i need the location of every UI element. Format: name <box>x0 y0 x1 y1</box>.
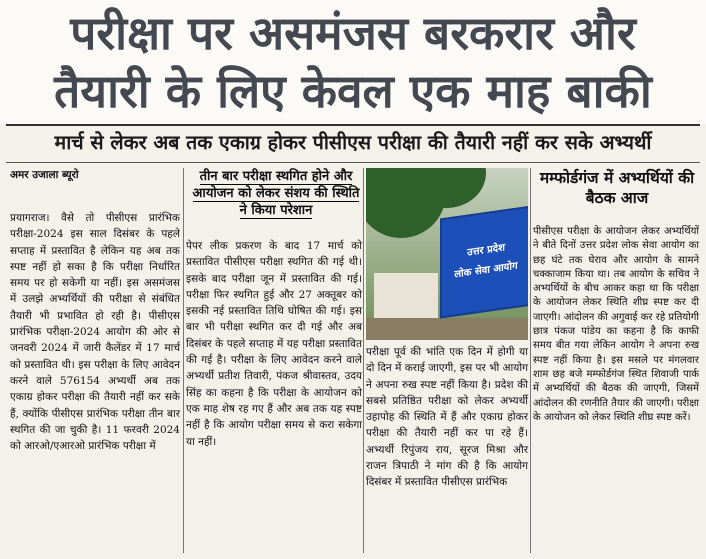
ground-shape <box>366 318 528 340</box>
article-text: पेपर लीक प्रकरण के बाद 17 मार्च को प्रस्तावित पीसीएस परीक्षा स्थगित की गई थी। इसके बाद परीक्षा जून में प्रस्तावित की गई। परीक्षा फिर स्थगित हुई और 27 अक्तूबर को इसकी नई प्रस्तावित तिथि घोषित की गई। इस बार भी परीक्षा स्थगित कर दी गई और अब दिसंबर के पहले सप्ताह में यह परीक्षा प्रस्तावित की गई है। परीक्षा के लिए आवेदन करने वाले अभ्यर्थी प्रतीश तिवारी, पंकज श्रीवास्तव, उदय सिंह का कहना है कि परीक्षा के आयोजन को एक माह शेष रह गए हैं और अब तक यह स्पष्ट नहीं है कि आयोग परीक्षा समय से करा सकेगा या नहीं। <box>186 240 362 448</box>
article-text: पीसीएस परीक्षा के आयोजन लेकर अभ्यर्थियों ने बीते दिनों उत्तर प्रदेश लोक सेवा आयोग का छह घंटे तक घेराव और आयोग के सामने चक्काजाम किया था। तब आयोग के सचिव ने अभ्यर्थियों के बीच आकर कहा था कि परीक्षा के आयोजन लेकर स्थिति शीघ्र स्पष्ट कर दी जाएगी। आंदोलन की अगुवाई कर रहे प्रतियोगी छात्र पंकज पांडेय का कहना है कि काफी समय बीत गया लेकिन आयोग ने अपना रुख स्पष्ट नहीं किया है। इस मसले पर मंगलवार शाम छह बजे मम्फोर्डगंज स्थित शिवाजी पार्क में अभ्यर्थियों की बैठक की जाएगी, जिसमें आंदोलन की रणनीति तैयार की जाएगी। परीक्षा के आयोजन को लेकर स्थिति शीघ्र स्पष्ट करें। <box>533 226 699 423</box>
sidebar-headline <box>188 168 364 219</box>
commission-sign <box>440 206 528 319</box>
headline-line-1: परीक्षा पर असमंजस बरकरार और <box>70 6 636 60</box>
article-text: परीक्षा पूर्व की भांति एक दिन में होगी या दो दिन में कराई जाएगी, इस पर भी आयोग ने अपना रुख स्पष्ट नहीं किया है। प्रदेश की सबसे प्रतिष्ठित परीक्षा को लेकर अभ्यर्थी उहापोह की स्थिति में हैं और एकाग्र होकर परीक्षा की तैयारी नहीं कर पा रहे हैं। अभ्यर्थी रिपुंजय राय, सूरज मिश्रा और राजन त्रिपाठी ने मांग की है कि आयोग दिसंबर में प्रस्तावित पीसीएस प्रारंभिक <box>366 346 528 489</box>
headline-block <box>0 0 706 124</box>
box-article <box>533 225 699 425</box>
article-column-3 <box>366 344 528 491</box>
headline-line-2: तैयारी के लिए केवल एक माह बाकी <box>54 64 652 118</box>
divider <box>6 124 700 126</box>
article-text: प्रयागराज। वैसे तो पीसीएस प्रारंभिक परीक्षा-2024 इस साल दिसंबर के पहले सप्ताह में प्रस्तावित है लेकिन यह अब तक स्पष्ट नहीं हो सका है कि परीक्षा निर्धारित समय पर हो सकेगी या नहीं। इस असमंजस में उलझे अभ्यर्थियों की परीक्षा से संबंधित तैयारी भी प्रभावित हो रही है। पीसीएस प्रारंभिक परीक्षा-2024 आयोग की ओर से जनवरी 2024 में जारी कैलेंडर में 17 मार्च को प्रस्तावित थी। इस परीक्षा के लिए आवेदन करने वाले 576154 अभ्यर्थी अब तक एकाग्र होकर परीक्षा की तैयारी नहीं कर सके हैं, क्योंकि पीसीएस प्रारंभिक परीक्षा तीन बार स्थगित की जा चुकी है। 11 फरवरी 2024 को आरओ/एआरओ प्रारंभिक परीक्षा में <box>10 212 180 453</box>
subheadline: मार्च से लेकर अब तक एकाग्र होकर पीसीएस परीक्षा की तैयारी नहीं कर सके अभ्यर्थी <box>54 131 652 154</box>
article-column-1 <box>10 210 180 454</box>
box-headline: मम्फोर्डगंज में अभ्यर्थियों की बैठक आज <box>539 169 695 207</box>
column-divider <box>530 168 531 553</box>
article-column-2 <box>186 238 362 450</box>
sidebar-headline-text: तीन बार परीक्षा स्थगित होने और आयोजन को लेकर संशय की स्थिति ने किया परेशान <box>192 169 360 218</box>
news-photo <box>366 168 528 340</box>
column-divider <box>183 168 184 553</box>
column-divider <box>363 168 364 553</box>
divider <box>6 162 700 163</box>
sign-text: लोक सेवा आयोग <box>454 260 518 281</box>
sign-text: उत्तर प्रदेश <box>467 242 505 259</box>
byline: अमर उजाला ब्यूरो <box>10 169 79 181</box>
